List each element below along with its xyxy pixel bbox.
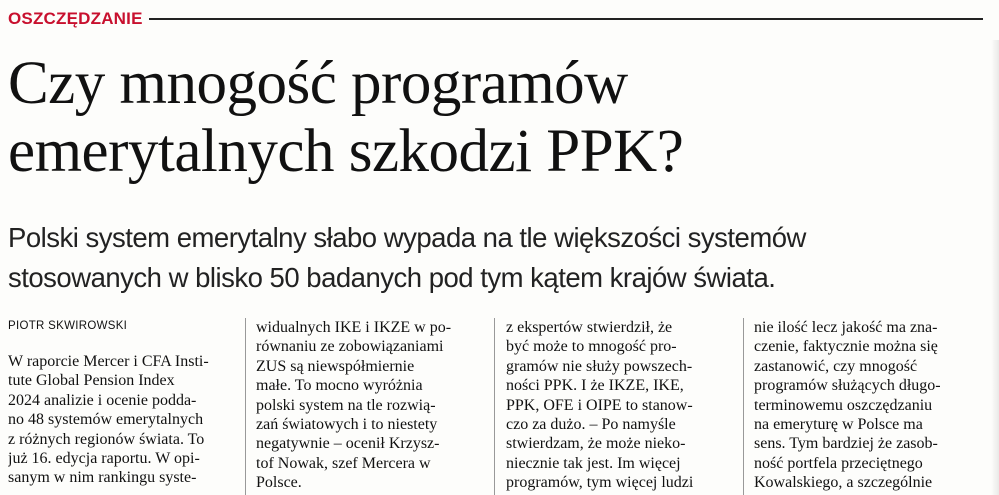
section-label: OSZCZĘDZANIE bbox=[8, 9, 143, 28]
column-divider bbox=[743, 318, 744, 495]
text-line: no 48 systemów emerytalnych bbox=[8, 411, 204, 429]
author-byline: PIOTR SKWIROWSKI bbox=[8, 320, 128, 332]
text-line: na emeryturę w Polsce ma bbox=[754, 416, 923, 434]
text-line: być może to mnogość pro- bbox=[506, 338, 677, 356]
text-line: Kowalskiego, a szczególnie bbox=[754, 474, 933, 492]
text-line: programów, tym więcej ludzi bbox=[506, 474, 694, 492]
headline-line-2: emerytalnych szkodzi PPK? bbox=[8, 118, 684, 185]
text-line: tof Nowak, szef Mercera w bbox=[256, 454, 431, 472]
text-line: sanym w nim rankingu syste- bbox=[8, 469, 197, 487]
text-line: równaniu ze zobowiązaniami bbox=[256, 338, 444, 356]
text-line: stwierdzam, że może nieko- bbox=[506, 435, 686, 453]
text-line: widualnych IKE i IKZE w po- bbox=[256, 319, 452, 336]
text-line: gramów nie służy powszech- bbox=[506, 357, 693, 375]
text-line: z różnych regionów świata. To bbox=[8, 430, 205, 448]
article-headline bbox=[8, 50, 988, 186]
text-line: małe. To mocno wyróżnia bbox=[256, 377, 423, 395]
text-line: ności PPK. I że IKZE, IKE, bbox=[506, 377, 684, 395]
text-line: programów służących długo- bbox=[754, 377, 941, 395]
text-line: 2024 analizie i ocenie podda- bbox=[8, 391, 197, 409]
text-line: negatywnie – ocenił Krzysz- bbox=[256, 435, 440, 453]
text-line: polski system na tle rozwią- bbox=[256, 396, 436, 414]
text-line: zastanowić, czy mnogość bbox=[754, 357, 918, 375]
text-line: niecznie tak jest. Im więcej bbox=[506, 454, 681, 472]
text-column-3 bbox=[506, 318, 738, 493]
text-line: z ekspertów stwierdził, że bbox=[506, 319, 673, 336]
text-line: terminowemu oszczędzaniu bbox=[754, 396, 933, 414]
text-column-1 bbox=[8, 318, 240, 488]
section-rule bbox=[149, 18, 983, 20]
column-divider bbox=[245, 318, 246, 495]
lead-line-1: Polski system emerytalny słabo wypada na tle większości systemów bbox=[8, 222, 806, 253]
text-line: ność portfela przeciętnego bbox=[754, 454, 923, 472]
headline-line-1: Czy mnogość programów bbox=[8, 50, 628, 117]
text-line: czo za dużo. – Po namyśle bbox=[506, 416, 676, 434]
text-line: ZUS są niewspółmiernie bbox=[256, 357, 415, 375]
text-line: tute Global Pension Index bbox=[8, 372, 175, 390]
text-line: Polsce. bbox=[256, 474, 302, 492]
text-line: czenie, faktycznie można się bbox=[754, 338, 938, 356]
text-line: zań światowych i to niestety bbox=[256, 416, 438, 434]
lead-line-2: stosowanych w blisko 50 badanych pod tym kątem krajów świata. bbox=[8, 262, 776, 293]
section-header bbox=[8, 6, 983, 32]
column-divider bbox=[494, 318, 495, 495]
text-column-2 bbox=[256, 318, 488, 493]
text-line: nie ilość lecz jakość ma zna- bbox=[754, 319, 938, 336]
page-edge-shadow bbox=[991, 40, 999, 495]
article-lead bbox=[8, 218, 993, 298]
text-line: już 16. edycja raportu. W opi- bbox=[8, 450, 200, 468]
text-line: W raporcie Mercer i CFA Insti- bbox=[8, 353, 209, 370]
text-column-4 bbox=[754, 318, 986, 493]
text-line: sens. Tym bardziej że zasob- bbox=[754, 435, 938, 453]
text-line: PPK, OFE i OIPE to stanow- bbox=[506, 396, 693, 414]
